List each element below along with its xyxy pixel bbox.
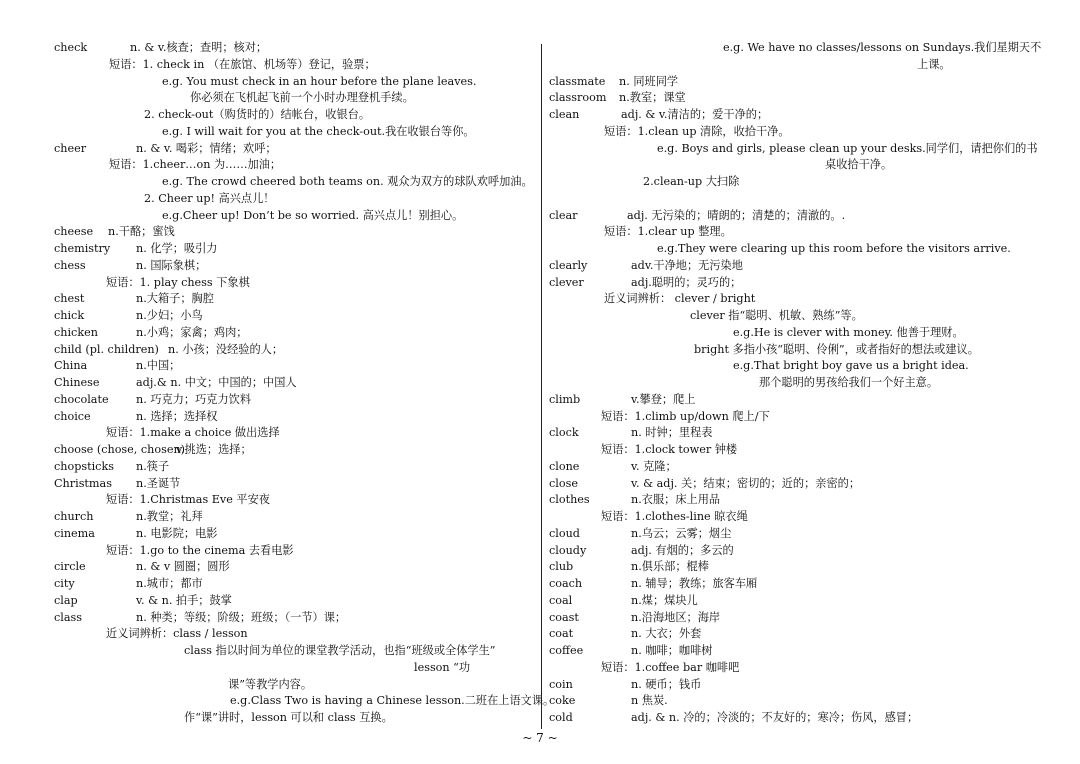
definition: n. 小孩；没经验的人；: [168, 342, 284, 356]
detail-line: 近义词辨析：class / lesson: [106, 627, 248, 641]
headword: close: [549, 476, 578, 490]
detail-line: e.g.Cheer up! Don’t be so worried. 高兴点儿！别担心。: [162, 208, 464, 222]
definition: n.城市；都市: [136, 577, 203, 590]
detail-line: 短语：1.make a choice 做出选择: [106, 426, 280, 440]
column-divider: [541, 44, 542, 729]
detail-line: 2. check-out（购货时的）结帐台，收银台。: [144, 108, 371, 121]
headword: chess: [54, 258, 86, 272]
definition: n. 国际象棋；: [136, 258, 207, 272]
headword: classmate: [549, 74, 606, 88]
detail-line: e.g.Class Two is having a Chinese lesson.二班在上语文课。: [230, 694, 555, 708]
definition: n.少妇；小鸟: [136, 309, 203, 322]
detail-line: 短语：1.clock tower 钟楼: [601, 443, 738, 456]
definition: n. 化学；吸引力: [136, 242, 218, 255]
detail-line: 那个聪明的男孩给我们一个好主意。: [759, 376, 939, 389]
detail-line: bright 多指小孩“聪明、伶俐”，或者指好的想法或建议。: [694, 342, 979, 356]
headword: chemistry: [54, 242, 111, 255]
headword: climb: [549, 392, 581, 406]
detail-line: 短语：1. play chess 下象棋: [106, 275, 250, 289]
definition: n. 选择；选择权: [136, 409, 218, 423]
headword: classroom: [549, 91, 607, 105]
definition: n.干酪；蜜饯: [108, 225, 175, 239]
definition: n.俱乐部；棍棒: [631, 560, 709, 574]
detail-line: lesson “功: [414, 660, 471, 674]
definition: n. 巧克力；巧克力饮料: [136, 392, 252, 406]
detail-line: 2.clean-up 大扫除: [643, 175, 740, 188]
headword: child (pl. children): [54, 342, 159, 356]
detail-line: 2. Cheer up! 高兴点儿！: [144, 191, 275, 205]
headword: circle: [54, 560, 86, 574]
definition: adj. & v.清洁的；爱干净的；: [621, 108, 769, 121]
detail-line: 短语：1.cheer…on 为……加油；: [109, 158, 282, 172]
definition: n.教室；课堂: [619, 91, 686, 105]
detail-line: 短语：1.Christmas Eve 平安夜: [106, 493, 270, 507]
headword: clap: [54, 593, 78, 607]
headword: cinema: [54, 526, 95, 540]
definition: n 焦炭.: [631, 694, 668, 708]
headword: coffee: [549, 644, 584, 657]
definition: n.大箱子；胸腔: [136, 292, 214, 306]
definition: n.中国；: [136, 359, 181, 373]
definition: v.挑选；选择；: [176, 443, 252, 456]
headword: cloud: [549, 526, 580, 540]
definition: n.圣诞节: [136, 476, 181, 490]
definition: n.沿海地区；海岸: [631, 610, 721, 624]
definition: adj. 有烟的；多云的: [631, 543, 734, 557]
headword: coke: [549, 694, 576, 708]
headword: clean: [549, 108, 580, 121]
definition: n. 种类；等级；阶级；班级；（一节）课；: [136, 610, 347, 624]
detail-line: 短语：1. check in （在旅馆、机场等）登记，验票；: [109, 57, 376, 71]
definition: n. 咖啡；咖啡树: [631, 644, 713, 657]
detail-line: class 指以时间为单位的课堂教学活动，也指“班级或全体学生”: [184, 644, 496, 657]
definition: v. & n. 拍手；鼓掌: [136, 593, 232, 607]
detail-line: 短语：1.climb up/down 爬上/下: [601, 409, 770, 423]
definition: n.筷子: [136, 459, 170, 473]
headword: chocolate: [54, 392, 109, 406]
headword: clock: [549, 426, 579, 440]
headword: city: [54, 577, 75, 590]
detail-line: e.g.That bright boy gave us a bright idea.: [733, 359, 969, 373]
definition: n. 辅导；教练；旅客车厢: [631, 577, 758, 590]
headword: Christmas: [54, 476, 112, 490]
page-number: ~ 7 ~: [522, 731, 558, 745]
detail-line: clever 指“聪明、机敏、熟练”等。: [690, 309, 863, 322]
headword: coal: [549, 593, 573, 607]
definition: v. & adj. 关；结束；密切的；近的；亲密的；: [631, 476, 861, 490]
detail-line: 短语：1.coffee bar 咖啡吧: [601, 660, 740, 674]
detail-line: 桌收拾干净。: [825, 158, 893, 172]
detail-line: 课”等教学内容。: [228, 677, 313, 691]
detail-line: e.g.They were clearing up this room before the visitors arrive.: [657, 242, 1011, 255]
headword: coast: [549, 610, 579, 624]
definition: n. 电影院；电影: [136, 526, 218, 540]
definition: v.攀登；爬上: [631, 392, 696, 406]
detail-line: e.g. You must check in an hour before the plane leaves.: [162, 74, 477, 88]
detail-line: 短语：1.clear up 整理。: [604, 225, 732, 239]
definition: adj. & n. 冷的；冷淡的；不友好的；寒冷；伤风，感冒；: [631, 711, 919, 724]
headword: coin: [549, 677, 573, 691]
headword: choice: [54, 409, 91, 423]
headword: class: [54, 610, 82, 624]
headword: clever: [549, 275, 584, 289]
detail-line: 你必须在飞机起飞前一个小时办理登机手续。: [190, 91, 414, 105]
definition: n. & v 圆圈；圆形: [136, 560, 230, 574]
headword: chicken: [54, 325, 98, 339]
definition: n. 同班同学: [619, 74, 679, 88]
headword: check: [54, 41, 88, 54]
detail-line: e.g. The crowd cheered both teams on. 观众为双方的球队欢呼加油。: [162, 175, 533, 188]
detail-line: 短语：1.go to the cinema 去看电影: [106, 543, 294, 557]
definition: n.小鸡；家禽；鸡肉；: [136, 325, 248, 339]
definition: n.煤；煤块儿: [631, 593, 698, 607]
headword: chick: [54, 309, 85, 322]
definition: n. & v. 喝彩；情绪；欢呼；: [136, 141, 277, 155]
definition: adj.& n. 中文；中国的；中国人: [136, 376, 297, 389]
detail-line: 作“课”讲时，lesson 可以和 class 互换。: [184, 711, 393, 724]
headword: cold: [549, 711, 573, 724]
headword: chest: [54, 292, 85, 306]
headword: church: [54, 510, 94, 523]
definition: v. 克隆；: [631, 459, 677, 473]
definition: adj. 无污染的；晴朗的；清楚的；清澈的。.: [627, 208, 846, 222]
headword: clearly: [549, 258, 588, 272]
detail-line: e.g. Boys and girls, please clean up your desks.同学们，请把你们的书: [657, 141, 1038, 155]
headword: China: [54, 359, 88, 373]
headword: cloudy: [549, 543, 587, 557]
detail-line: 上课。: [917, 57, 951, 71]
headword: clothes: [549, 493, 590, 507]
detail-line: 近义词辨析： clever / bright: [604, 292, 756, 306]
headword: choose (chose, chosen): [54, 443, 186, 456]
headword: coach: [549, 577, 583, 590]
definition: n.衣服；床上用品: [631, 493, 721, 507]
definition: adj.聪明的；灵巧的；: [631, 275, 742, 289]
definition: n. & v.核查；查明；核对；: [130, 41, 268, 54]
detail-line: e.g. I will wait for you at the check-out.我在收银台等你。: [162, 124, 475, 138]
headword: coat: [549, 627, 574, 641]
definition: n. 大衣；外套: [631, 627, 702, 641]
definition: n. 时钟；里程表: [631, 426, 713, 440]
headword: cheese: [54, 225, 94, 239]
detail-line: e.g. We have no classes/lessons on Sundays.我们星期天不: [723, 41, 1042, 54]
detail-line: 短语：1.clean up 清除，收拾干净。: [604, 124, 790, 138]
headword: clear: [549, 208, 578, 222]
detail-line: 短语：1.clothes-line 晾衣绳: [601, 510, 748, 523]
headword: Chinese: [54, 376, 100, 389]
headword: clone: [549, 459, 580, 473]
headword: cheer: [54, 141, 87, 155]
definition: n. 硬币；钱币: [631, 677, 702, 691]
definition: n.教堂；礼拜: [136, 510, 203, 523]
headword: club: [549, 560, 574, 574]
headword: chopsticks: [54, 459, 114, 473]
definition: n.乌云；云雾；烟尘: [631, 526, 732, 540]
detail-line: e.g.He is clever with money. 他善于理财。: [733, 325, 964, 339]
definition: adv.干净地；无污染地: [631, 258, 743, 272]
